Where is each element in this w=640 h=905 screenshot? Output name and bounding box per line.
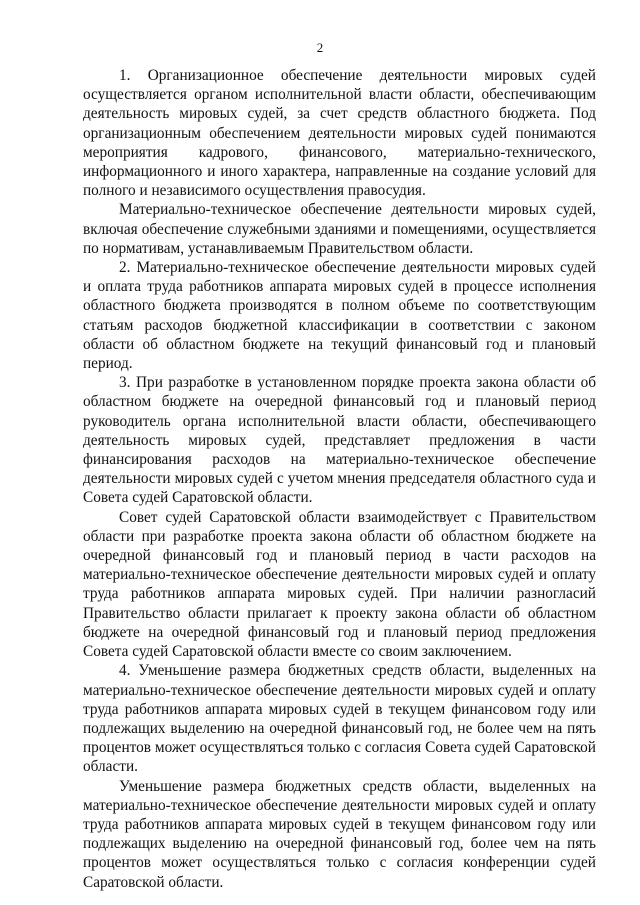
paragraph-council-interaction: Совет судей Саратовской области взаимодействует с Правительством области при разработке проекта закона области об областном бюджете на очередной финансовый год и плановый период в части расходов на материально-техническое обеспечение деятельности мировых судей и оплату труда работников аппарата мировых судей. При наличии разногласий Правительство области прилагает к проекту закона области об областном бюджете на очередной финансовый год и плановый период предложения Совета судей Саратовской области вместе со своим заключением. <box>83 508 596 661</box>
paragraph-section-3: 3. При разработке в установленном порядке проекта закона области об областном бюджете на очередной финансовый год и плановый период руководитель органа исполнительной власти области, обеспечивающего деятельность мировых судей, представляет предложения в части финансирования расходов на материально-техническое обеспечение деятельности мировых судей с учетом мнения председателя областного суда и Совета судей Саратовской области. <box>83 374 596 507</box>
paragraph-section-2: 2. Материально-техническое обеспечение деятельности мировых судей и оплата труда работников аппарата мировых судей в процессе исполнения областного бюджета производятся в полном объеме по соответствующим статьям расходов бюджетной классификации в соответствии с законом области об областном бюджете на текущий финансовый год и плановый период. <box>83 259 596 373</box>
page-number: 2 <box>316 40 324 55</box>
paragraph-section-4: 4. Уменьшение размера бюджетных средств области, выделенных на материально-техническое обеспечение деятельности мировых судей и оплату труда работников аппарата мировых судей в текущем финансовом году или подлежащих выделению на очередной финансовый год, не более чем на пять процентов может осуществляться только с согласия Совета судей Саратовской области. <box>83 662 596 776</box>
document-body <box>83 66 596 892</box>
paragraph-section-1: 1. Организационное обеспечение деятельности мировых судей осуществляется органом исполнительной власти области, обеспечивающим деятельность мировых судей, за счет средств областного бюджета. Под организационным обеспечением деятельности мировых судей понимаются мероприятия кадрового, финансового, материально-технического, информационного и иного характера, направленные на создание условий для полного и независимого осуществления правосудия. <box>83 67 596 200</box>
paragraph-material-support: Материально-техническое обеспечение деятельности мировых судей, включая обеспечение служебными зданиями и помещениями, осуществляется по нормативам, устанавливаемым Правительством области. <box>83 201 596 257</box>
paragraph-budget-reduction: Уменьшение размера бюджетных средств области, выделенных на материально-техническое обеспечение деятельности мировых судей и оплату труда работников аппарата мировых судей в текущем финансовом году или подлежащих выделению на очередной финансовый год, более чем на пять процентов может осуществляться только с согласия конференции судей Саратовской области. <box>83 777 596 891</box>
